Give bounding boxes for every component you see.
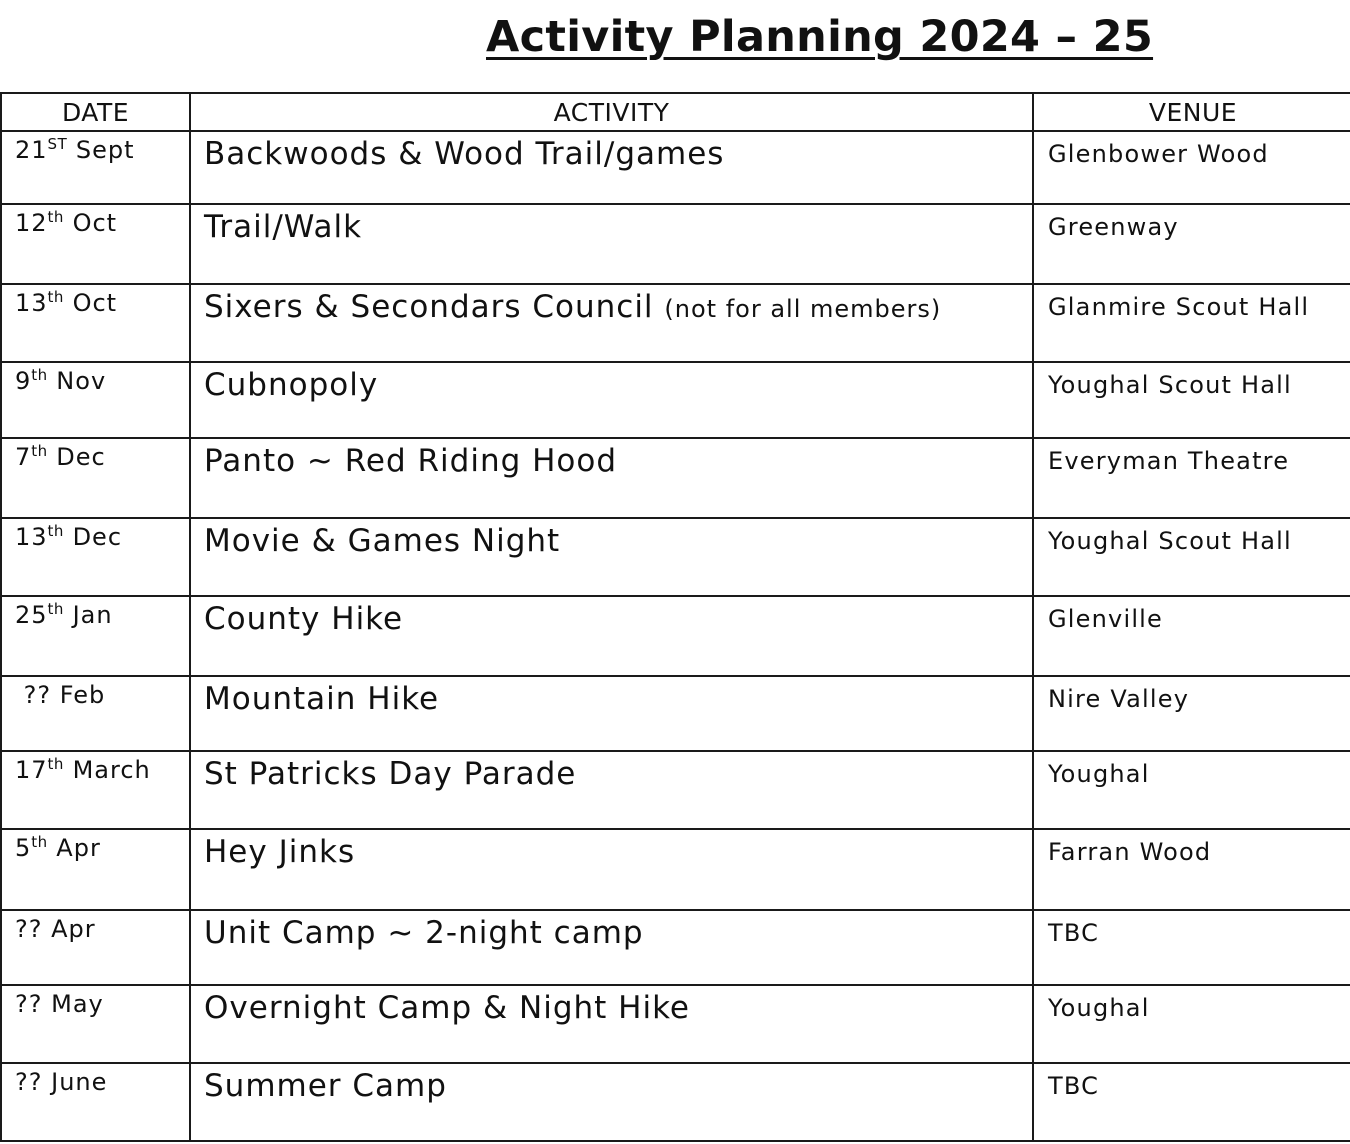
activity-name: Unit Camp ~ 2-night camp <box>204 915 644 951</box>
date-suffix: ST <box>47 135 68 153</box>
date-cell <box>1 284 190 362</box>
date-suffix: th <box>47 208 64 226</box>
venue-cell: Farran Wood <box>1033 829 1350 910</box>
date-month: Sept <box>67 136 135 164</box>
date-day: 9 <box>15 367 32 395</box>
activity-cell <box>190 751 1033 829</box>
activity-name: Cubnopoly <box>204 367 379 403</box>
table-row <box>1 910 1350 985</box>
date-cell <box>1 829 190 910</box>
date-cell <box>1 362 190 438</box>
date-cell <box>1 751 190 829</box>
activity-name: Mountain Hike <box>204 681 440 717</box>
activity-cell <box>190 204 1033 284</box>
date-month: June <box>42 1068 108 1096</box>
page-title: Activity Planning 2024 – 25 <box>486 12 1154 62</box>
date-suffix: th <box>47 522 64 540</box>
venue-cell: Nire Valley <box>1033 676 1350 751</box>
date-cell <box>1 985 190 1063</box>
date-month: May <box>42 990 104 1018</box>
venue-cell: Greenway <box>1033 204 1350 284</box>
activity-name: Sixers & Secondars Council <box>204 289 665 325</box>
venue-cell: Youghal <box>1033 751 1350 829</box>
activity-cell <box>190 985 1033 1063</box>
activity-name: Backwoods & Wood Trail/games <box>204 136 725 172</box>
activity-cell <box>190 518 1033 596</box>
activity-cell <box>190 829 1033 910</box>
date-suffix: th <box>47 288 64 306</box>
date-month: Dec <box>63 523 123 551</box>
activity-cell <box>190 910 1033 985</box>
date-suffix: th <box>47 755 64 773</box>
activity-name: Trail/Walk <box>204 209 363 245</box>
table-row <box>1 362 1350 438</box>
date-suffix: th <box>31 442 48 460</box>
activity-cell <box>190 438 1033 518</box>
header-row <box>1 93 1350 131</box>
table-row <box>1 985 1350 1063</box>
date-day: 13 <box>15 289 48 317</box>
table-row <box>1 829 1350 910</box>
venue-cell: Youghal Scout Hall <box>1033 362 1350 438</box>
date-suffix: th <box>31 833 48 851</box>
activity-name: Summer Camp <box>204 1068 447 1104</box>
venue-cell: Glenbower Wood <box>1033 131 1350 204</box>
activity-note: (not for all members) <box>664 295 942 323</box>
date-month: March <box>63 756 151 784</box>
date-day: 13 <box>15 523 48 551</box>
date-cell <box>1 1063 190 1141</box>
activity-name: Movie & Games Night <box>204 523 561 559</box>
date-cell <box>1 596 190 676</box>
date-month: Oct <box>63 209 118 237</box>
table-row <box>1 438 1350 518</box>
venue-cell: Youghal <box>1033 985 1350 1063</box>
activity-name: Overnight Camp & Night Hike <box>204 990 690 1026</box>
venue-cell: Glanmire Scout Hall <box>1033 284 1350 362</box>
activity-cell <box>190 596 1033 676</box>
activity-name: County Hike <box>204 601 404 637</box>
activity-cell <box>190 284 1033 362</box>
date-day: 7 <box>15 443 32 471</box>
date-cell <box>1 910 190 985</box>
table-row <box>1 751 1350 829</box>
activity-cell <box>190 676 1033 751</box>
venue-column-header: VENUE <box>1033 93 1350 131</box>
date-day: 17 <box>15 756 48 784</box>
date-month: Oct <box>63 289 118 317</box>
venue-cell: Everyman Theatre <box>1033 438 1350 518</box>
date-day: 5 <box>15 834 32 862</box>
date-suffix: th <box>31 366 48 384</box>
activity-cell <box>190 1063 1033 1141</box>
venue-cell: Glenville <box>1033 596 1350 676</box>
date-day: ?? <box>15 915 43 943</box>
table-row <box>1 676 1350 751</box>
date-day: 25 <box>15 601 48 629</box>
activity-cell <box>190 362 1033 438</box>
venue-cell: TBC <box>1033 1063 1350 1141</box>
venue-cell: Youghal Scout Hall <box>1033 518 1350 596</box>
activity-name: Hey Jinks <box>204 834 356 870</box>
date-day: ?? <box>15 681 52 709</box>
date-month: Apr <box>47 834 101 862</box>
date-month: Dec <box>47 443 106 471</box>
date-cell <box>1 518 190 596</box>
activity-cell <box>190 131 1033 204</box>
table-row <box>1 518 1350 596</box>
date-cell <box>1 204 190 284</box>
activity-table <box>0 92 1350 1142</box>
date-day: ?? <box>15 1068 43 1096</box>
activity-name: St Patricks Day Parade <box>204 756 577 792</box>
date-month: Nov <box>47 367 107 395</box>
activity-column-header: ACTIVITY <box>190 93 1033 131</box>
date-day: 12 <box>15 209 48 237</box>
date-month: Feb <box>51 681 106 709</box>
date-day: ?? <box>15 990 43 1018</box>
date-month: Jan <box>63 601 113 629</box>
table-row <box>1 284 1350 362</box>
table-row <box>1 1063 1350 1141</box>
date-column-header: DATE <box>1 93 190 131</box>
date-month: Apr <box>42 915 96 943</box>
table-row <box>1 596 1350 676</box>
table-row <box>1 131 1350 204</box>
table-row <box>1 204 1350 284</box>
date-cell <box>1 438 190 518</box>
date-suffix: th <box>47 600 64 618</box>
activity-name: Panto ~ Red Riding Hood <box>204 443 618 479</box>
date-cell <box>1 131 190 204</box>
date-day: 21 <box>15 136 48 164</box>
date-cell <box>1 676 190 751</box>
venue-cell: TBC <box>1033 910 1350 985</box>
